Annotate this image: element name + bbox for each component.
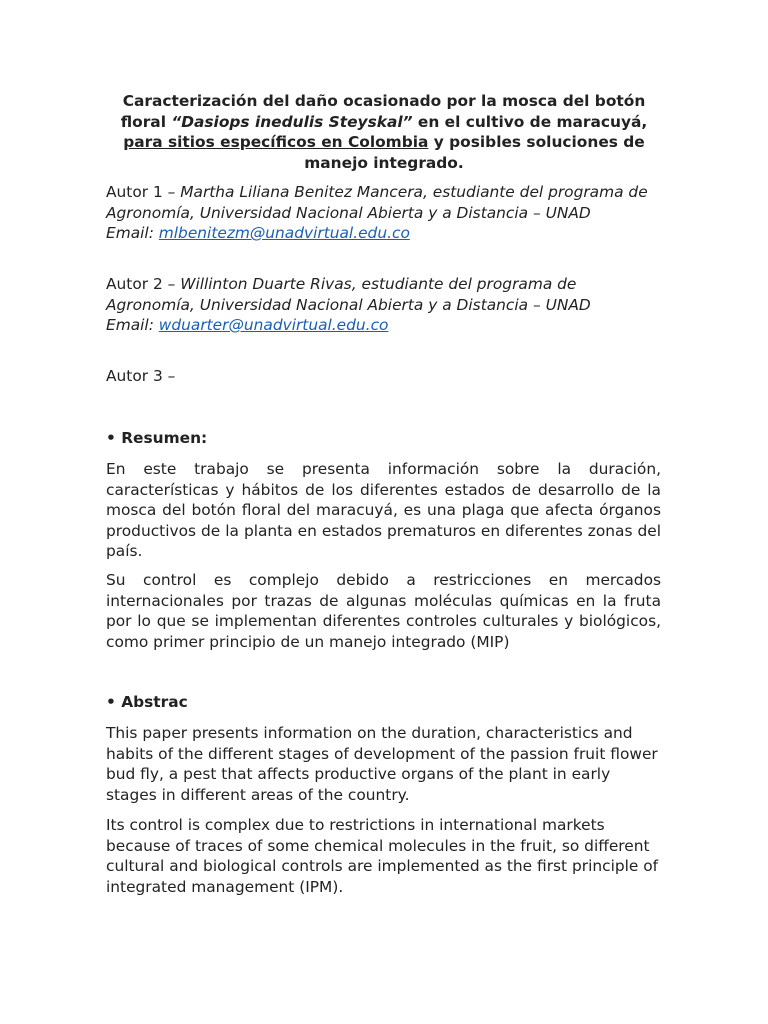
title-species: “Dasiops inedulis Steyskal” [171,112,413,131]
author-1-label: Autor 1 – [106,183,181,201]
title-part-3: y posibles soluciones de manejo integrado. [304,133,645,172]
paper-title [104,91,664,173]
abstract-heading: • Abstrac [106,693,188,711]
author-2 [106,274,666,336]
author-1-email-label: Email: [106,224,159,242]
resumen-paragraph-1: En este trabajo se presenta información sobre la duración, características y hábitos de los diferentes estados de desarrollo de la mosca del botón floral del maracuyá, es una plaga que afecta órganos productivos de la planta en estados prematuros en diferentes zonas del país. [106,460,661,560]
author-2-label: Autor 2 – [106,275,181,293]
abstract-paragraph-2: Its control is complex due to restrictions in international markets because of traces of some chemical molecules in the fruit, so different cultural and biological controls are implemented as the first principle of integrated management (IPM). [106,816,659,896]
resumen-paragraph-2: Su control es complejo debido a restricciones en mercados internacionales por trazas de algunas moléculas químicas en la fruta por lo que se implementan diferentes controles culturales y biológicos, como primer principio de un manejo integrado (MIP) [106,571,661,651]
title-underlined: para sitios específicos en Colombia [123,133,429,151]
author-1 [106,182,666,244]
resumen-heading: • Resumen: [106,429,208,447]
title-part-1: Caracterización del daño ocasionado por la mosca del botón floral [120,92,646,131]
author-2-email-link[interactable]: wduarter@unadvirtual.edu.co [158,316,389,334]
author-3-label: Autor 3 – [106,367,176,385]
author-3 [106,366,666,387]
title-part-2: en el cultivo de maracuyá, [412,112,648,131]
author-1-email-link[interactable]: mlbenitezm@unadvirtual.edu.co [158,224,410,242]
author-2-description: Willinton Duarte Rivas, estudiante del programa de Agronomía, Universidad Nacional Abierta y a Distancia – UNAD [106,275,591,314]
author-2-email-label: Email: [106,316,159,334]
abstract-paragraph-1: This paper presents information on the duration, characteristics and habits of the different stages of development of the passion fruit flower bud fly, a pest that affects productive organs of the plant in early stages in different areas of the country. [106,724,658,804]
author-1-description: Martha Liliana Benitez Mancera, estudiante del programa de Agronomía, Universidad Nacional Abierta y a Distancia – UNAD [106,183,648,222]
